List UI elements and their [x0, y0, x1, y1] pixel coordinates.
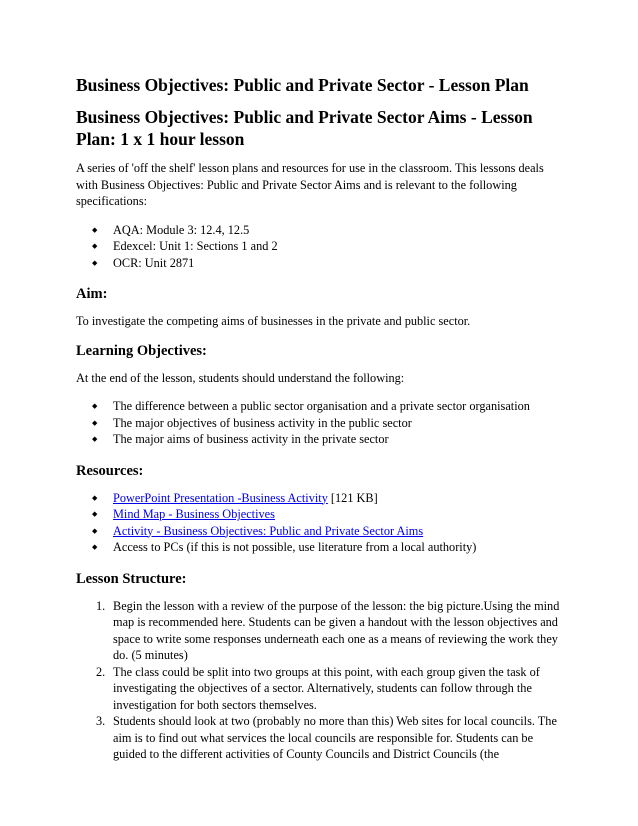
step-text: Students should look at two (probably no more than this) Web sites for local councils. The aim is to find out what services the local councils are responsible for. Students can be guided to the different activities of County Councils and District Councils (the — [113, 714, 557, 761]
specifications-list — [76, 222, 566, 272]
objectives-heading: Learning Objectives: — [76, 342, 207, 359]
list-item: ◆ AQA: Module 3: 12.4, 12.5 — [92, 222, 566, 239]
aim-text: To investigate the competing aims of businesses in the private and public sector. — [76, 314, 471, 328]
step-number: 1. — [96, 598, 106, 613]
objectives-intro: At the end of the lesson, students should understand the following: — [76, 370, 405, 385]
list-item — [76, 664, 566, 714]
lesson-subtitle: Business Objectives: Public and Private Sector Aims - Lesson Plan: 1 x 1 hour lesson — [76, 107, 533, 149]
list-item — [92, 506, 566, 523]
activity-link[interactable]: Activity - Business Objectives: Public and Private Sector Aims — [113, 523, 424, 538]
file-size: [121 KB] — [327, 490, 378, 505]
step-number: 2. — [96, 664, 106, 679]
list-item — [92, 523, 566, 540]
aim-heading: Aim: — [76, 286, 108, 302]
list-item: ◆ The major objectives of business activity in the public sector — [92, 415, 566, 432]
step-text: The class could be split into two groups at this point, with each group given the task of investigating the objectives of a sector. Alternatively, students can follow through the investigation for both sectors themselves. — [113, 664, 540, 712]
list-item — [92, 490, 566, 507]
intro-paragraph: A series of 'off the shelf' lesson plans and resources for use in the classroom. This lessons deals with Business Objectives: Public and Private Sector Aims and is relevant to the following specifications: — [76, 161, 544, 208]
list-item: ◆ OCR: Unit 2871 — [92, 255, 566, 272]
resources-heading: Resources: — [76, 462, 144, 479]
objectives-list — [76, 398, 566, 448]
list-item: ◆ Edexcel: Unit 1: Sections 1 and 2 — [92, 238, 566, 255]
list-item: ◆ The difference between a public sector organisation and a private sector organisation — [92, 398, 566, 415]
step-text: Begin the lesson with a review of the purpose of the lesson: the big picture.Using the mind map is recommended here. Students can be given a handout with the lesson objectives and space to write some responses underneath each one as a means of reviewing the work they do. (5 minutes) — [113, 598, 560, 662]
page-title: Business Objectives: Public and Private Sector - Lesson Plan — [76, 75, 529, 95]
list-item: ◆ Access to PCs (if this is not possible, use literature from a local authority) — [92, 539, 566, 556]
document-body — [76, 74, 566, 777]
powerpoint-link[interactable]: PowerPoint Presentation -Business Activity — [113, 490, 328, 505]
structure-heading: Lesson Structure: — [76, 570, 187, 587]
resources-list — [76, 490, 566, 556]
list-item — [76, 713, 566, 763]
lesson-steps-list — [76, 598, 566, 763]
list-item: ◆ The major aims of business activity in the private sector — [92, 431, 566, 448]
step-number: 3. — [96, 714, 106, 728]
mind-map-link[interactable]: Mind Map - Business Objectives — [113, 507, 275, 521]
list-item — [76, 598, 566, 664]
